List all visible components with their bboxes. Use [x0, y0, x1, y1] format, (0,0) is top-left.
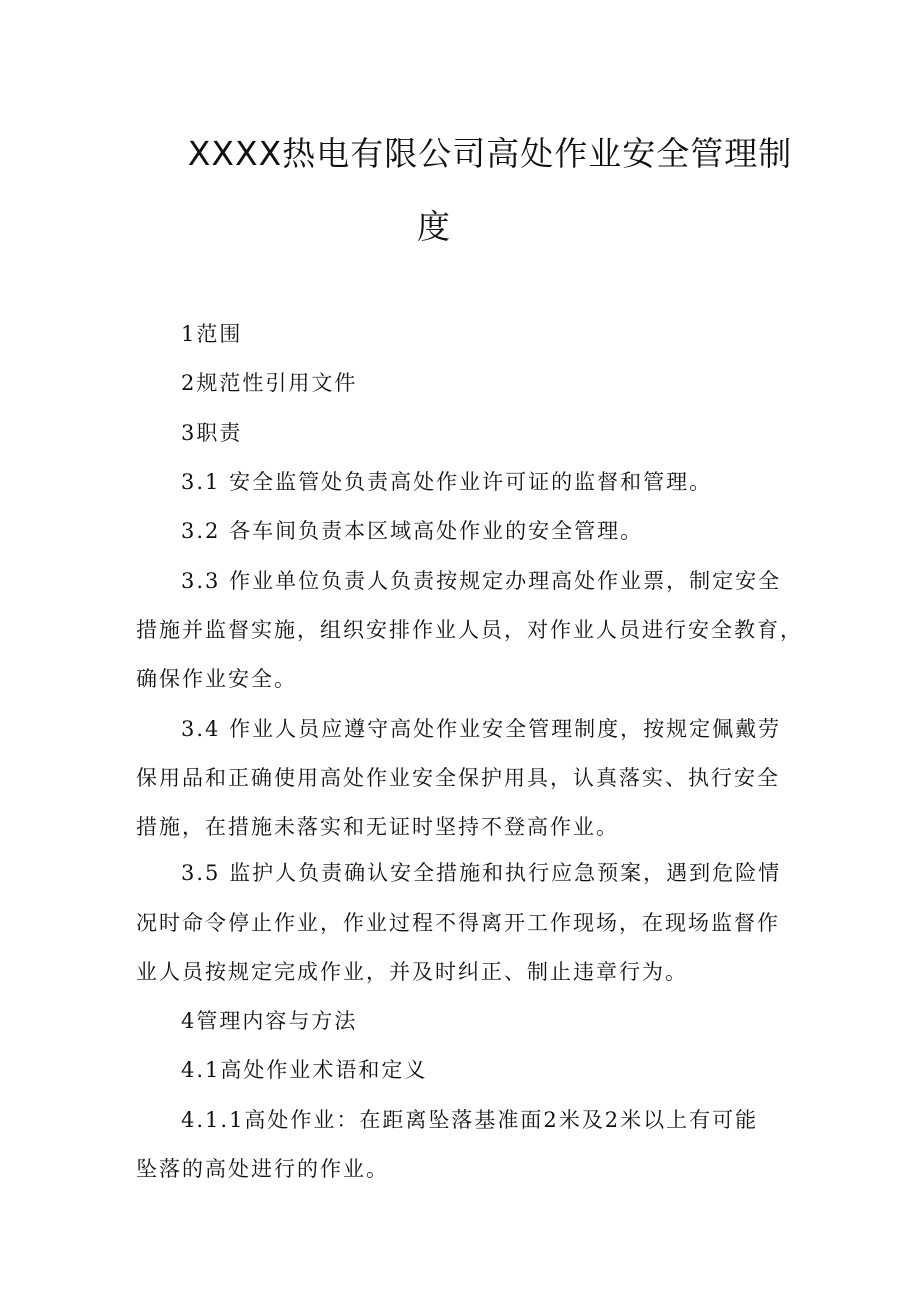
document-title-line-1: XXXX热电有限公司高处作业安全管理制	[187, 134, 793, 173]
section-heading: 4.1高处作业术语和定义	[181, 1058, 428, 1082]
paragraph-line: 4.1.1高处作业：在距离坠落基准面2米及2米以上有可能	[181, 1108, 759, 1132]
paragraph-line: 坠落的高处进行的作业。	[136, 1157, 389, 1181]
paragraph-line: 3.5 监护人负责确认安全措施和执行应急预案，遇到危险情	[181, 861, 782, 885]
section-heading: 4管理内容与方法	[181, 1009, 358, 1033]
paragraph-line: 况时命令停止作业，作业过程不得离开工作现场，在现场监督作	[136, 911, 780, 935]
paragraph-line: 3.1 安全监管处负责高处作业许可证的监督和管理。	[181, 470, 713, 494]
section-heading: 3职责	[181, 421, 243, 445]
document-title-line-2: 度	[417, 207, 451, 246]
paragraph-line: 保用品和正确使用高处作业安全保护用具，认真落实、执行安全	[136, 766, 780, 790]
section-heading: 2规范性引用文件	[181, 371, 358, 395]
paragraph-line: 措施并监督实施，组织安排作业人员，对作业人员进行安全教育，	[136, 618, 803, 642]
section-heading: 1范围	[181, 322, 243, 346]
paragraph-line: 确保作业安全。	[136, 667, 297, 691]
paragraph-line: 3.2 各车间负责本区域高处作业的安全管理。	[181, 519, 644, 543]
paragraph-line: 3.3 作业单位负责人负责按规定办理高处作业票，制定安全	[181, 569, 782, 593]
paragraph-line: 业人员按规定完成作业，并及时纠正、制止违章行为。	[136, 960, 688, 984]
paragraph-line: 3.4 作业人员应遵守高处作业安全管理制度，按规定佩戴劳	[181, 717, 782, 741]
paragraph-line: 措施，在措施未落实和无证时坚持不登高作业。	[136, 815, 619, 839]
